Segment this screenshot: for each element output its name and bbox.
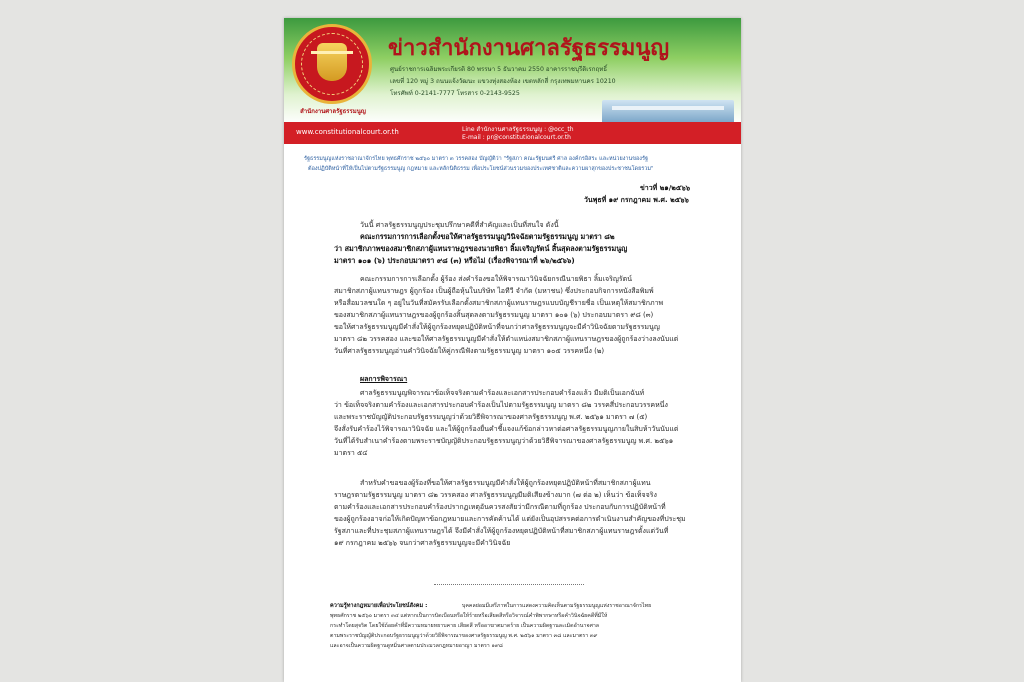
p2-line: ว่า ข้อเท็จจริงตามคำร้องและเอกสารประกอบคำร้องเป็นไปตามรัฐธรรมนูญ มาตรา ๘๒ วรรคสี่ประกอบวรรคหนึ่ง (334, 401, 668, 409)
p3-line: ๑๙ กรกฎาคม ๒๕๖๖ จนกว่าศาลรัฐธรรมนูญจะมีคำวินิจฉัย (334, 539, 511, 547)
lead-sentence: วันนี้ ศาลรัฐธรรมนูญประชุมปรึกษาคดีที่สำคัญและเป็นที่สนใจ ดังนี้ (360, 221, 559, 229)
p3-line: ของผู้ถูกร้องอาจก่อให้เกิดปัญหาข้อกฎหมายและการคัดค้านได้ แต่ยังเป็นอุปสรรคต่อการดำเนินงานสำคัญของที่ประชุม (334, 515, 686, 523)
news-date: วันพุธที่ ๑๙ กรกฎาคม พ.ศ. ๒๕๖๖ (584, 196, 689, 204)
emblem-caption: สำนักงานศาลรัฐธรรมนูญ (300, 108, 366, 115)
court-emblem-icon (292, 24, 372, 104)
section-separator (434, 584, 584, 585)
p2-line: มาตรา ๕๔ (334, 449, 368, 457)
p3-line: ราษฎรตามรัฐธรรมนูญ มาตรา ๘๒ วรรคสอง ศาลรัฐธรรมนูญมีมติเสียงข้างมาก (๗ ต่อ ๒) เห็นว่า ข้อเท็จจริง (334, 491, 657, 499)
footnote-line: และอาจเป็นความผิดฐานดูหมิ่นศาลตามประมวลกฎหมายอาญา มาตรา ๑๙๘ (330, 643, 503, 649)
p1-line: หรือสื่อมวลชนใด ๆ อยู่ในวันที่สมัครรับเลือกตั้งสมาชิกสภาผู้แทนราษฎรแบบบัญชีรายชื่อ เป็นเหตุให้สมาชิกภาพ (334, 299, 664, 307)
p2-line: จึงสั่งรับคำร้องไว้พิจารณาวินิจฉัย และให้ผู้ถูกร้องยื่นคำชี้แจงแก้ข้อกล่าวหาต่อศาลรัฐธรรมนูญภายในสิบห้าวันนับแต่ (334, 425, 679, 433)
line-contact: Line สำนักงานศาลรัฐธรรมนูญ : @occ_th (462, 126, 574, 133)
intro-line-1: รัฐธรรมนูญแห่งราชอาณาจักรไทย พุทธศักราช ๒๕๖๐ มาตรา ๓ วรรคสอง บัญญัติว่า "รัฐสภา คณะรัฐมนตรี ศาล องค์กรอิสระ และหน่วยงานของรัฐ (304, 156, 648, 162)
address-line-1: ศูนย์ราชการเฉลิมพระเกียรติ 80 พรรษา 5 ธันวาคม 2550 อาคารราชบุรีดิเรกฤทธิ์ (390, 66, 608, 73)
p3-line: สำหรับคำขอของผู้ร้องที่ขอให้ศาลรัฐธรรมนูญมีคำสั่งให้ผู้ถูกร้องหยุดปฏิบัติหน้าที่สมาชิกสภาผู้แทน (360, 479, 651, 487)
header-banner (284, 18, 741, 124)
address-line-2: เลขที่ 120 หมู่ 3 ถนนแจ้งวัฒนะ แขวงทุ่งสองห้อง เขตหลักสี่ กรุงเทพมหานคร 10210 (390, 78, 616, 85)
footnote-line: พุทธศักราช ๒๕๖๐ มาตรา ๓๔ แต่หากเป็นการบิดเบือนหรือให้ร้ายหรือเสียดสีหรือวิจารณ์คำพิพากษาหรือคำวินิจฉัยคดีที่มีให้ (330, 613, 608, 619)
p1-line: สมาชิกสภาผู้แทนราษฎร ผู้ถูกร้อง เป็นผู้ถือหุ้นในบริษัท ไอทีวี จำกัด (มหาชน) ซึ่งประกอบกิจการหนังสือพิมพ์ (334, 287, 654, 295)
p2-line: วันที่ได้รับสำเนาคำร้องตามพระราชบัญญัติประกอบรัฐธรรมนูญว่าด้วยวิธีพิจารณาของศาลรัฐธรรมนูญ พ.ศ. ๒๕๖๑ (334, 437, 674, 445)
p3-line: ตามคำร้องและเอกสารประกอบคำร้องปรากฏเหตุอันควรสงสัยว่ามีกรณีตามที่ถูกร้อง ประกอบกับการปฏิบัติหน้าที่ (334, 503, 666, 511)
p1-line: คณะกรรมการการเลือกตั้ง ผู้ร้อง ส่งคำร้องขอให้พิจารณาวินิจฉัยกรณีนายพิธา ลิ้มเจริญรัตน์ (360, 275, 632, 283)
p2-line: และพระราชบัญญัติประกอบรัฐธรรมนูญว่าด้วยวิธีพิจารณาของศาลรัฐธรรมนูญ พ.ศ. ๒๕๖๑ มาตรา ๗ (๕) (334, 413, 648, 421)
p1-line: ขอให้ศาลรัฐธรรมนูญมีคำสั่งให้ผู้ถูกร้องหยุดปฏิบัติหน้าที่จนกว่าศาลรัฐธรรมนูญจะมีคำวินิจฉัยตามรัฐธรรมนูญ (334, 323, 660, 331)
p1-line: วันที่ศาลรัฐธรรมนูญอ่านคำวินิจฉัยให้คู่กรณีฟังตามรัฐธรรมนูญ มาตรา ๑๐๕ วรรคหนึ่ง (๒) (334, 347, 605, 355)
footnote-line: กระทำโดยสุจริต โดยใช้ถ้อยคำที่มีความหมายหยาบคาย เสียดสี หรืออาฆาตมาดร้าย เป็นความผิดฐานละเมิดอำนาจศาล (330, 623, 600, 629)
p1-line: มาตรา ๘๒ วรรคสอง และขอให้ศาลรัฐธรรมนูญมีคำสั่งให้ตำแหน่งสมาชิกสภาผู้แทนราษฎรของผู้ถูกร้องว่างลงนับแต่ (334, 335, 679, 343)
p1-line: ของสมาชิกสภาผู้แทนราษฎรของผู้ถูกร้องสิ้นสุดลงตามรัฐธรรมนูญ มาตรา ๑๐๑ (๖) ประกอบมาตรา ๙๘ (๓) (334, 311, 654, 319)
phone-line: โทรศัพท์ 0-2141-7777 โทรสาร 0-2143-9525 (390, 90, 520, 97)
headline-line-2: ว่า สมาชิกภาพของสมาชิกสภาผู้แทนราษฎรของนายพิธา ลิ้มเจริญรัตน์ สิ้นสุดลงตามรัฐธรรมนูญ (334, 244, 628, 253)
footnote-line: ตามพระราชบัญญัติประกอบรัฐธรรมนูญว่าด้วยวิธีพิจารณาของศาลรัฐธรรมนูญ พ.ศ. ๒๕๖๑ มาตรา ๓๘ และมาตรา ๓๙ (330, 633, 598, 639)
p2-line: ศาลรัฐธรรมนูญพิจารณาข้อเท็จจริงตามคำร้องและเอกสารประกอบคำร้องแล้ว มีมติเป็นเอกฉันท์ (360, 389, 645, 397)
footnote-label: ความรู้ทางกฎหมายเพื่อประโยชน์สังคม : (330, 603, 428, 609)
result-heading: ผลการพิจารณา (360, 375, 408, 383)
press-release-document (284, 18, 741, 682)
headline-line-3: มาตรา ๑๐๑ (๖) ประกอบมาตรา ๙๘ (๓) หรือไม่ (เรื่องพิจารณาที่ ๒๖/๒๕๖๖) (334, 256, 575, 265)
intro-line-2: ต้องปฏิบัติหน้าที่ให้เป็นไปตามรัฐธรรมนูญ กฎหมาย และหลักนิติธรรม เพื่อประโยชน์ส่วนรวมของประเทศชาติและความผาสุกของประชาชนโดยรวม" (308, 166, 654, 172)
p3-line: รัฐสภาและที่ประชุมสภาผู้แทนราษฎรได้ จึงมีคำสั่งให้ผู้ถูกร้องหยุดปฏิบัติหน้าที่สมาชิกสภาผู้แทนราษฎรตั้งแต่วันที่ (334, 527, 669, 535)
footnote-line: บุคคลย่อมมีเสรีภาพในการแสดงความคิดเห็นตามรัฐธรรมนูญแห่งราชอาณาจักรไทย (462, 603, 652, 609)
news-number: ข่าวที่ ๒๑/๒๕๖๖ (640, 184, 691, 192)
headline-line-1: คณะกรรมการการเลือกตั้งขอให้ศาลรัฐธรรมนูญวินิจฉัยตามรัฐธรรมนูญ มาตรา ๘๒ (360, 232, 615, 241)
website-link[interactable]: www.constitutionalcourt.or.th (296, 128, 399, 136)
banner-title: ข่าวสำนักงานศาลรัฐธรรมนูญ (388, 36, 670, 61)
email-contact[interactable]: E-mail : pr@constitutionalcourt.or.th (462, 134, 571, 141)
contact-bar (284, 122, 741, 144)
